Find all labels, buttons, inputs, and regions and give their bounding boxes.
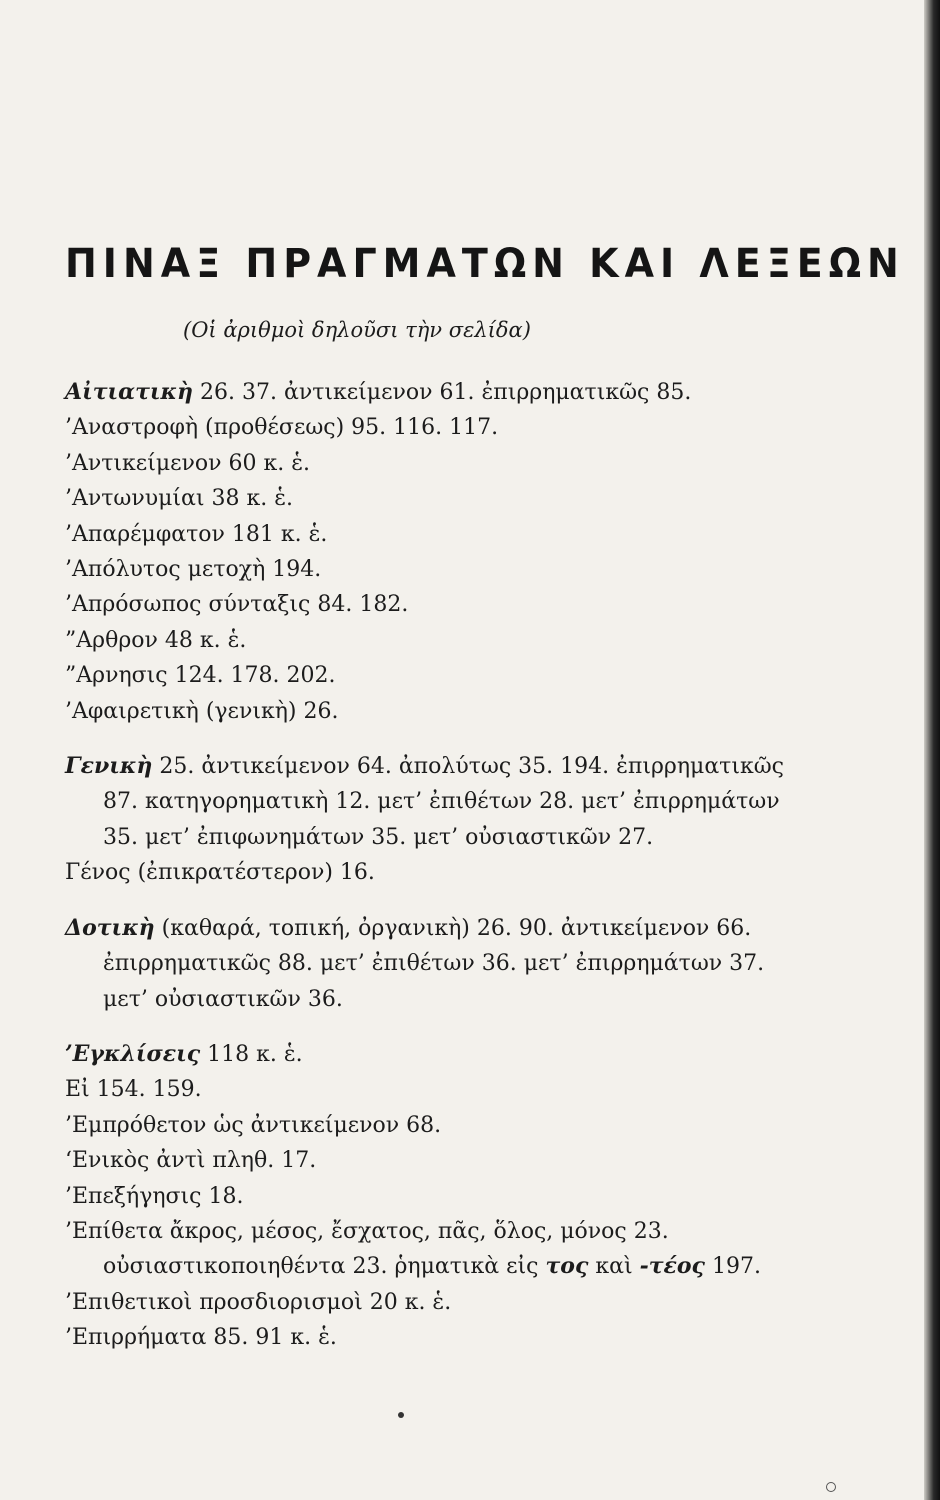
entry-text: 197.	[704, 1254, 761, 1280]
index-entry	[65, 517, 805, 552]
entry-text: ’Αντικείμενον 60 κ. ἑ.	[65, 450, 311, 476]
book-edge-shadow	[924, 0, 940, 1500]
entry-text: ’Επιρρήματα 85. 91 κ. ἑ.	[65, 1325, 337, 1351]
index-entry	[65, 1072, 805, 1107]
entry-keyword: Αἰτιατικὴ	[65, 379, 194, 405]
entry-text: ’Αφαιρετικὴ (γενικὴ) 26.	[65, 698, 339, 724]
index-entry	[65, 1285, 805, 1320]
entry-text: ’Επίθετα ἄκρος, μέσος, ἔσχατος, πᾶς, ὅλος, μόνος 23. οὐσιαστικοποιηθέντα 23. ῥηματικὰ εἰς	[65, 1218, 669, 1280]
entry-text: 25. ἀντικείμενον 64. ἀπολύτως 35. 194. ἐπιρρηματικῶς 87. κατηγορηματικὴ 12. μετ’ ἐπιθέτων 28. μετ’ ἐπιρρημάτων 35. μετ’ ἐπιφωνημάτων 35. μετ’ οὐσιαστικῶν 27.	[103, 754, 784, 850]
entry-keyword: ’Εγκλίσεις	[65, 1040, 201, 1067]
entry-suffix-highlight: -τέος	[639, 1253, 705, 1280]
index-entry	[65, 1214, 805, 1285]
index-entry	[65, 749, 805, 855]
index-entry	[65, 1179, 805, 1214]
entry-text: ’Απόλυτος μετοχὴ 194.	[65, 557, 322, 583]
entry-text: (καθαρά, τοπική, ὀργανικὴ) 26. 90. ἀντικείμενον 66. ἐπιρρηματικῶς 88. μετ’ ἐπιθέτων 36. μετ’ ἐπιρρημάτων 37. μετ’ οὐσιαστικῶν 36.	[103, 915, 765, 1012]
index-entries	[65, 375, 805, 1356]
index-entry	[65, 1143, 805, 1178]
index-entry	[65, 623, 805, 658]
entry-text: ”Αρθρον 48 κ. ἑ.	[65, 627, 247, 653]
ink-speck	[398, 1412, 404, 1418]
index-entry	[65, 694, 805, 729]
page-title: ΠΙΝΑΞ ΠΡΑΓΜΑΤΩΝ ΚΑΙ ΛΕΞΕΩΝ	[65, 240, 905, 287]
index-entry	[65, 658, 805, 693]
entry-text: ”Αρνησις 124. 178. 202.	[65, 663, 336, 689]
index-entry	[65, 375, 805, 410]
entry-text: ‘Ενικὸς ἀντὶ πληθ. 17.	[65, 1148, 317, 1174]
corner-mark	[826, 1482, 836, 1492]
entry-text: ’Επιθετικοὶ προσδιορισμοὶ 20 κ. ἑ.	[65, 1289, 452, 1315]
entry-text: ’Απρόσωπος σύνταξις 84. 182.	[65, 592, 409, 618]
index-entry	[65, 1108, 805, 1143]
page-subtitle: (Οἱ ἀριθμοὶ δηλοῦσι τὴν σελίδα)	[183, 318, 531, 342]
entry-text: καὶ	[588, 1254, 640, 1280]
entry-text: ’Εμπρόθετον ὡς ἀντικείμενον 68.	[65, 1112, 442, 1138]
index-entry	[65, 855, 805, 890]
entry-text: 118 κ. ἑ.	[200, 1041, 303, 1067]
index-entry	[65, 1037, 805, 1072]
index-entry	[65, 446, 805, 481]
index-entry	[65, 410, 805, 445]
entry-text: 26. 37. ἀντικείμενον 61. ἐπιρρηματικῶς 85.	[193, 380, 692, 405]
entry-text: ’Επεξήγησις 18.	[65, 1183, 244, 1209]
index-entry	[65, 911, 805, 1017]
index-entry	[65, 1320, 805, 1355]
entry-suffix-highlight: τος	[545, 1253, 589, 1280]
entry-text: ’Αναστροφὴ (προθέσεως) 95. 116. 117.	[65, 415, 499, 441]
entry-text: Γένος (ἐπικρατέστερον) 16.	[65, 860, 375, 886]
index-entry	[65, 587, 805, 622]
index-entry	[65, 481, 805, 516]
entry-keyword: Γενικὴ	[65, 753, 153, 780]
index-entry	[65, 552, 805, 587]
entry-text: ’Αντωνυμίαι 38 κ. ἑ.	[65, 486, 294, 512]
entry-text: Εἰ 154. 159.	[65, 1077, 202, 1103]
entry-keyword: Δοτικὴ	[65, 914, 155, 941]
entry-text: ’Απαρέμφατον 181 κ. ἑ.	[65, 521, 328, 547]
